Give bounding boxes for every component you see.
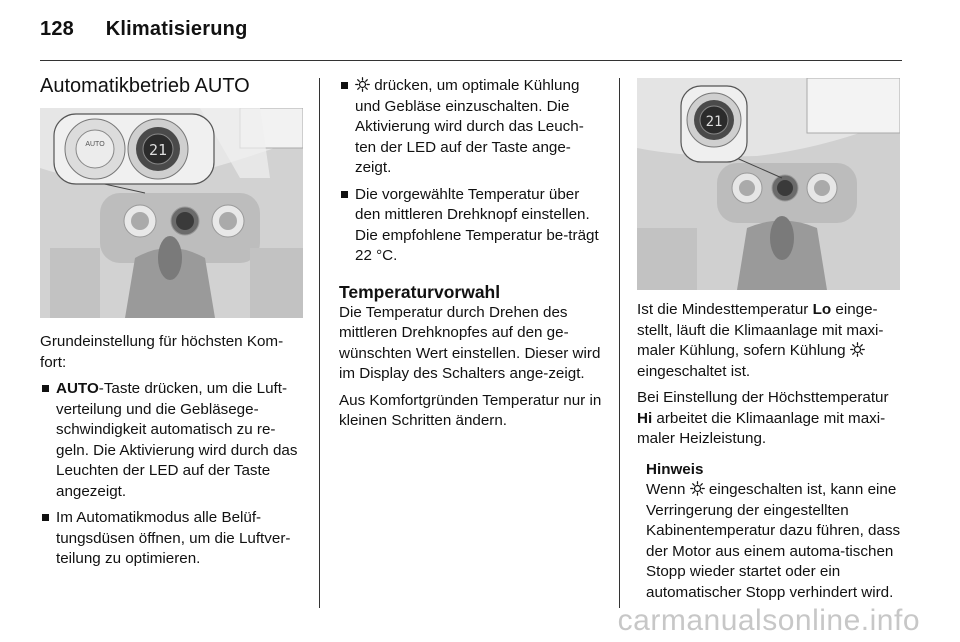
fig1-auto-label: AUTO	[85, 141, 105, 148]
column-divider-2	[619, 78, 620, 608]
column-divider-1	[319, 78, 320, 608]
intro-text: Grundeinstellung für höchsten Kom-fort:	[40, 333, 284, 371]
header-rule	[40, 60, 902, 61]
lo-text-2: einge-stellt, läuft die Klimaanlage mit maxi-maler Kühlung, sofern Kühlung	[637, 301, 884, 359]
bullet-temperature: Die vorgewählte Temperatur über den mittleren Drehknopf einstellen. Die empfohlene Temperatur be-trägt 22 °C.	[339, 185, 604, 267]
section-heading-temperature: Temperaturvorwahl	[339, 281, 501, 302]
fig2-display-value: 21	[705, 114, 723, 130]
hi-text-2: arbeitet die Klimaanlage mit maxi-maler Heizleistung.	[637, 409, 886, 447]
temperature-para-1: Die Temperatur durch Drehen des mittleren Drehknopfes auf den ge-wünschten Wert einstellen. Dieser wird im Display des Schalters ange-zeigt.	[339, 303, 601, 382]
hi-text-1: Bei Einstellung der Höchsttemperatur	[637, 389, 889, 406]
bullet-cooling	[339, 76, 604, 179]
auto-key-label: AUTO	[56, 380, 99, 397]
page-header	[40, 18, 247, 41]
bullet-auto	[40, 379, 305, 502]
page-number: 128	[40, 18, 74, 40]
note-box	[637, 460, 902, 604]
cooling-icon	[690, 481, 705, 496]
bullet-auto-text: -Taste drücken, um die Luft-verteilung und die Gebläsege-schwindigkeit automatisch zu re-geln. Die Aktivierung wird durch das Leuchten der LED auf der Taste angezeigt.	[56, 380, 298, 500]
figure-climate-panel-knob	[637, 78, 900, 290]
column-1-body	[40, 332, 305, 576]
note-text-2: eingeschalten ist, kann eine Verringerung der eingestellten Kabinentemperatur dazu führen, dass der Motor aus einem automa-tischen Stopp wieder startet oder ein automatischer Stopp verhindert wird.	[646, 481, 901, 601]
section-heading-auto: Automatikbetrieb AUTO	[40, 75, 250, 97]
column-2	[339, 76, 604, 438]
column-3-body	[637, 300, 902, 603]
lo-label: Lo	[812, 301, 832, 318]
figure-climate-panel-auto	[40, 108, 303, 318]
cooling-icon	[355, 77, 370, 92]
note-text-1: Wenn	[646, 481, 686, 498]
hi-label: Hi	[637, 409, 653, 427]
temperature-para-2: Aus Komfortgründen Temperatur nur in kleinen Schritten ändern.	[339, 391, 602, 429]
bullet-vents: Im Automatikmodus alle Belüf-tungsdüsen öffnen, um die Luftver-teilung zu optimieren.	[40, 508, 305, 570]
fig1-display-value: 21	[148, 141, 168, 159]
column-1	[40, 76, 305, 97]
lo-paragraph	[637, 300, 902, 382]
cooling-icon	[850, 342, 865, 357]
bullet-cooling-text: drücken, um optimale Kühlung und Gebläse einzuschalten. Die Aktivierung wird durch das Leuch-ten der LED auf der Taste ange-zeigt.	[355, 77, 584, 176]
watermark: carmanualsonline.info	[617, 604, 920, 637]
note-title: Hinweis	[646, 460, 704, 478]
lo-text-1: Ist die Mindesttemperatur	[637, 301, 809, 318]
hi-paragraph	[637, 388, 902, 450]
lo-text-3: eingeschaltet ist.	[637, 362, 751, 380]
chapter-title: Klimatisierung	[105, 18, 248, 40]
